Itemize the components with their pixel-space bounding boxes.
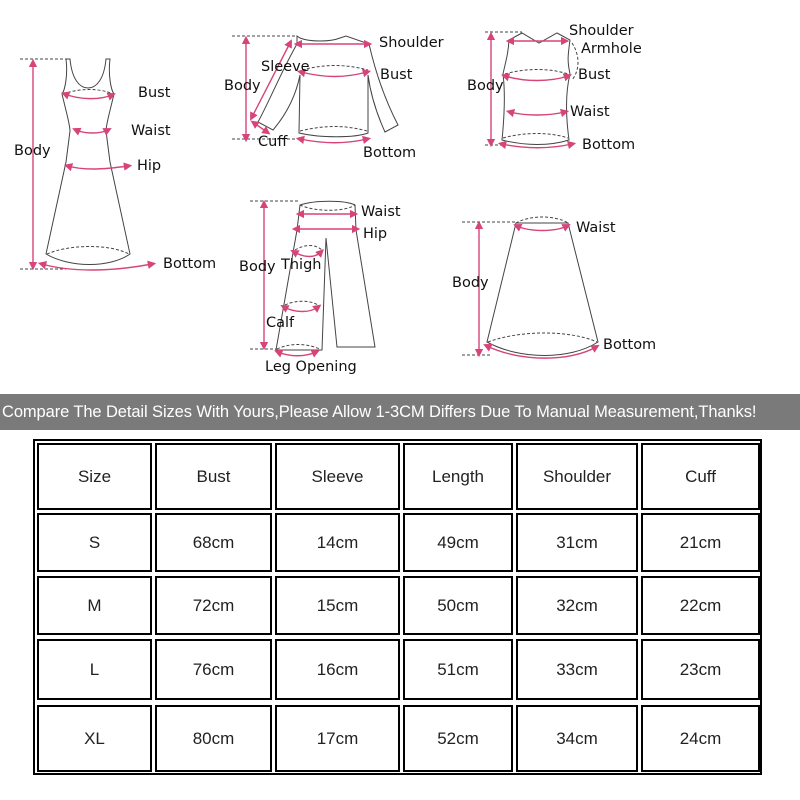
table-cell-sleeve: 15cm [275, 576, 400, 635]
tank-shoulder-label: Shoulder [569, 23, 634, 39]
top-shoulder-label: Shoulder [379, 35, 444, 51]
table-cell-sleeve: 14cm [275, 513, 400, 572]
size-table [33, 439, 762, 775]
table-cell-bust: 80cm [155, 705, 272, 772]
table-cell-size: L [37, 639, 152, 700]
table-cell-cuff: 21cm [641, 513, 760, 572]
header-cell-bust: Bust [155, 443, 272, 510]
table-cell-length: 50cm [403, 576, 513, 635]
table-cell-shoulder: 34cm [516, 705, 638, 772]
table-cell-length: 51cm [403, 639, 513, 700]
pants-leg-opening-label: Leg Opening [265, 359, 357, 375]
table-cell-length: 49cm [403, 513, 513, 572]
tank-waist-label: Waist [570, 104, 610, 120]
table-cell-shoulder: 32cm [516, 576, 638, 635]
pants-thigh-label: Thigh [281, 257, 322, 273]
dress-measure-lines [33, 63, 152, 270]
dress-body-label: Body [14, 143, 51, 159]
top-body-label: Body [224, 78, 261, 94]
table-cell-sleeve: 17cm [275, 705, 400, 772]
top-sleeve-label: Sleeve [261, 59, 310, 75]
skirt-body-label: Body [452, 275, 489, 291]
table-cell-sleeve: 16cm [275, 639, 400, 700]
header-cell-length: Length [403, 443, 513, 510]
dress-sketch [20, 59, 130, 269]
table-cell-cuff: 22cm [641, 576, 760, 635]
measurement-diagrams [0, 0, 800, 390]
table-cell-size: S [37, 513, 152, 572]
table-cell-bust: 68cm [155, 513, 272, 572]
table-cell-cuff: 24cm [641, 705, 760, 772]
tank-armhole-label: Armhole [581, 41, 642, 57]
pants-measure-lines [264, 204, 356, 356]
header-cell-size: Size [37, 443, 152, 510]
dress-hip-label: Hip [137, 158, 162, 174]
tank-body-label: Body [467, 78, 504, 94]
table-cell-bust: 76cm [155, 639, 272, 700]
table-cell-shoulder: 31cm [516, 513, 638, 572]
tank-bottom-label: Bottom [582, 137, 636, 153]
pants-hip-label: Hip [363, 226, 388, 242]
dress-bust-label: Bust [138, 85, 171, 101]
header-cell-cuff: Cuff [641, 443, 760, 510]
table-cell-bust: 72cm [155, 576, 272, 635]
table-cell-length: 52cm [403, 705, 513, 772]
header-cell-sleeve: Sleeve [275, 443, 400, 510]
table-cell-cuff: 23cm [641, 639, 760, 700]
tank-bust-label: Bust [578, 67, 611, 83]
pants-body-label: Body [239, 259, 276, 275]
table-cell-shoulder: 33cm [516, 639, 638, 700]
table-cell-size: M [37, 576, 152, 635]
table-cell-size: XL [37, 705, 152, 772]
skirt-measure-lines [479, 225, 596, 358]
measurement-notice-banner: Compare The Detail Sizes With Yours,Please Allow 1-3CM Differs Due To Manual Measurement,Thanks! [0, 394, 800, 430]
top-bust-label: Bust [380, 67, 413, 83]
top-bottom-label: Bottom [363, 145, 417, 161]
top-cuff-label: Cuff [258, 134, 288, 150]
dress-bottom-label: Bottom [163, 256, 217, 272]
header-cell-shoulder: Shoulder [516, 443, 638, 510]
dress-waist-label: Waist [131, 123, 171, 139]
skirt-bottom-label: Bottom [603, 337, 657, 353]
pants-calf-label: Calf [266, 315, 295, 331]
pants-waist-label: Waist [361, 204, 401, 220]
garment-sketches [0, 0, 800, 390]
skirt-waist-label: Waist [576, 220, 616, 236]
